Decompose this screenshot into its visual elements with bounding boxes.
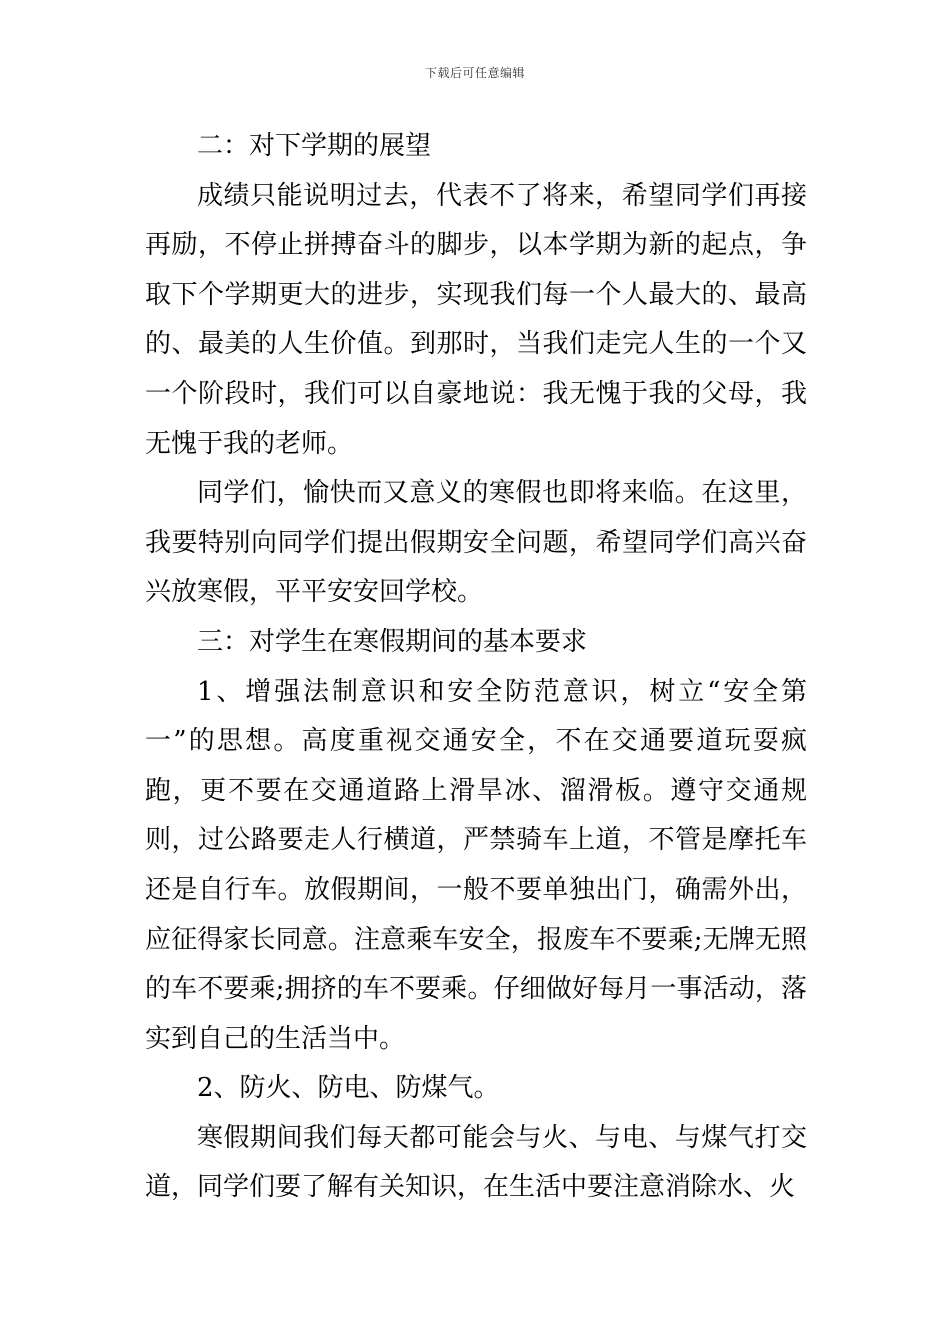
paragraph-winter-break: 同学们，愉快而又意义的寒假也即将来临。在这里，我要特别向同学们提出假期安全问题，希望同学们高兴奋兴放寒假，平平安安回学校。 xyxy=(145,478,807,608)
paragraph-outlook: 成绩只能说明过去，代表不了将来，希望同学们再接再励，不停止拼搏奋斗的脚步，以本学期为新的起点，争取下个学期更大的进步，实现我们每一个人最大的、最高的、最美的人生价值。到那时，当我们走完人生的一个又一个阶段时，我们可以自豪地说：我无愧于我的父母，我无愧于我的老师。 xyxy=(145,180,807,459)
section-heading-outlook: 二：对下学期的展望 xyxy=(197,131,432,161)
paragraph-requirement-2: 寒假期间我们每天都可能会与火、与电、与煤气打交道，同学们要了解有关知识，在生活中要注意消除水、火 xyxy=(145,1122,807,1203)
paragraph-requirement-1: 1、增强法制意识和安全防范意识，树立“安全第一”的思想。高度重视交通安全，不在交通要道玩耍疯跑，更不要在交通道路上滑旱冰、溜滑板。遵守交通规则，过公路要走人行横道，严禁骑车上道，不管是摩托车还是自行车。放假期间，一般不要单独出门，确需外出，应征得家长同意。注意乘车安全，报废车不要乘;无牌无照的车不要乘;拥挤的车不要乘。仔细做好每月一事活动，落实到自己的生活当中。 xyxy=(145,676,807,1054)
page-header: 下载后可任意编辑 xyxy=(424,66,525,80)
document-body xyxy=(145,122,807,1213)
section-heading-requirements: 三：对学生在寒假期间的基本要求 xyxy=(197,626,588,657)
paragraph-requirement-2-heading: 2、防火、防电、防煤气。 xyxy=(197,1073,500,1104)
